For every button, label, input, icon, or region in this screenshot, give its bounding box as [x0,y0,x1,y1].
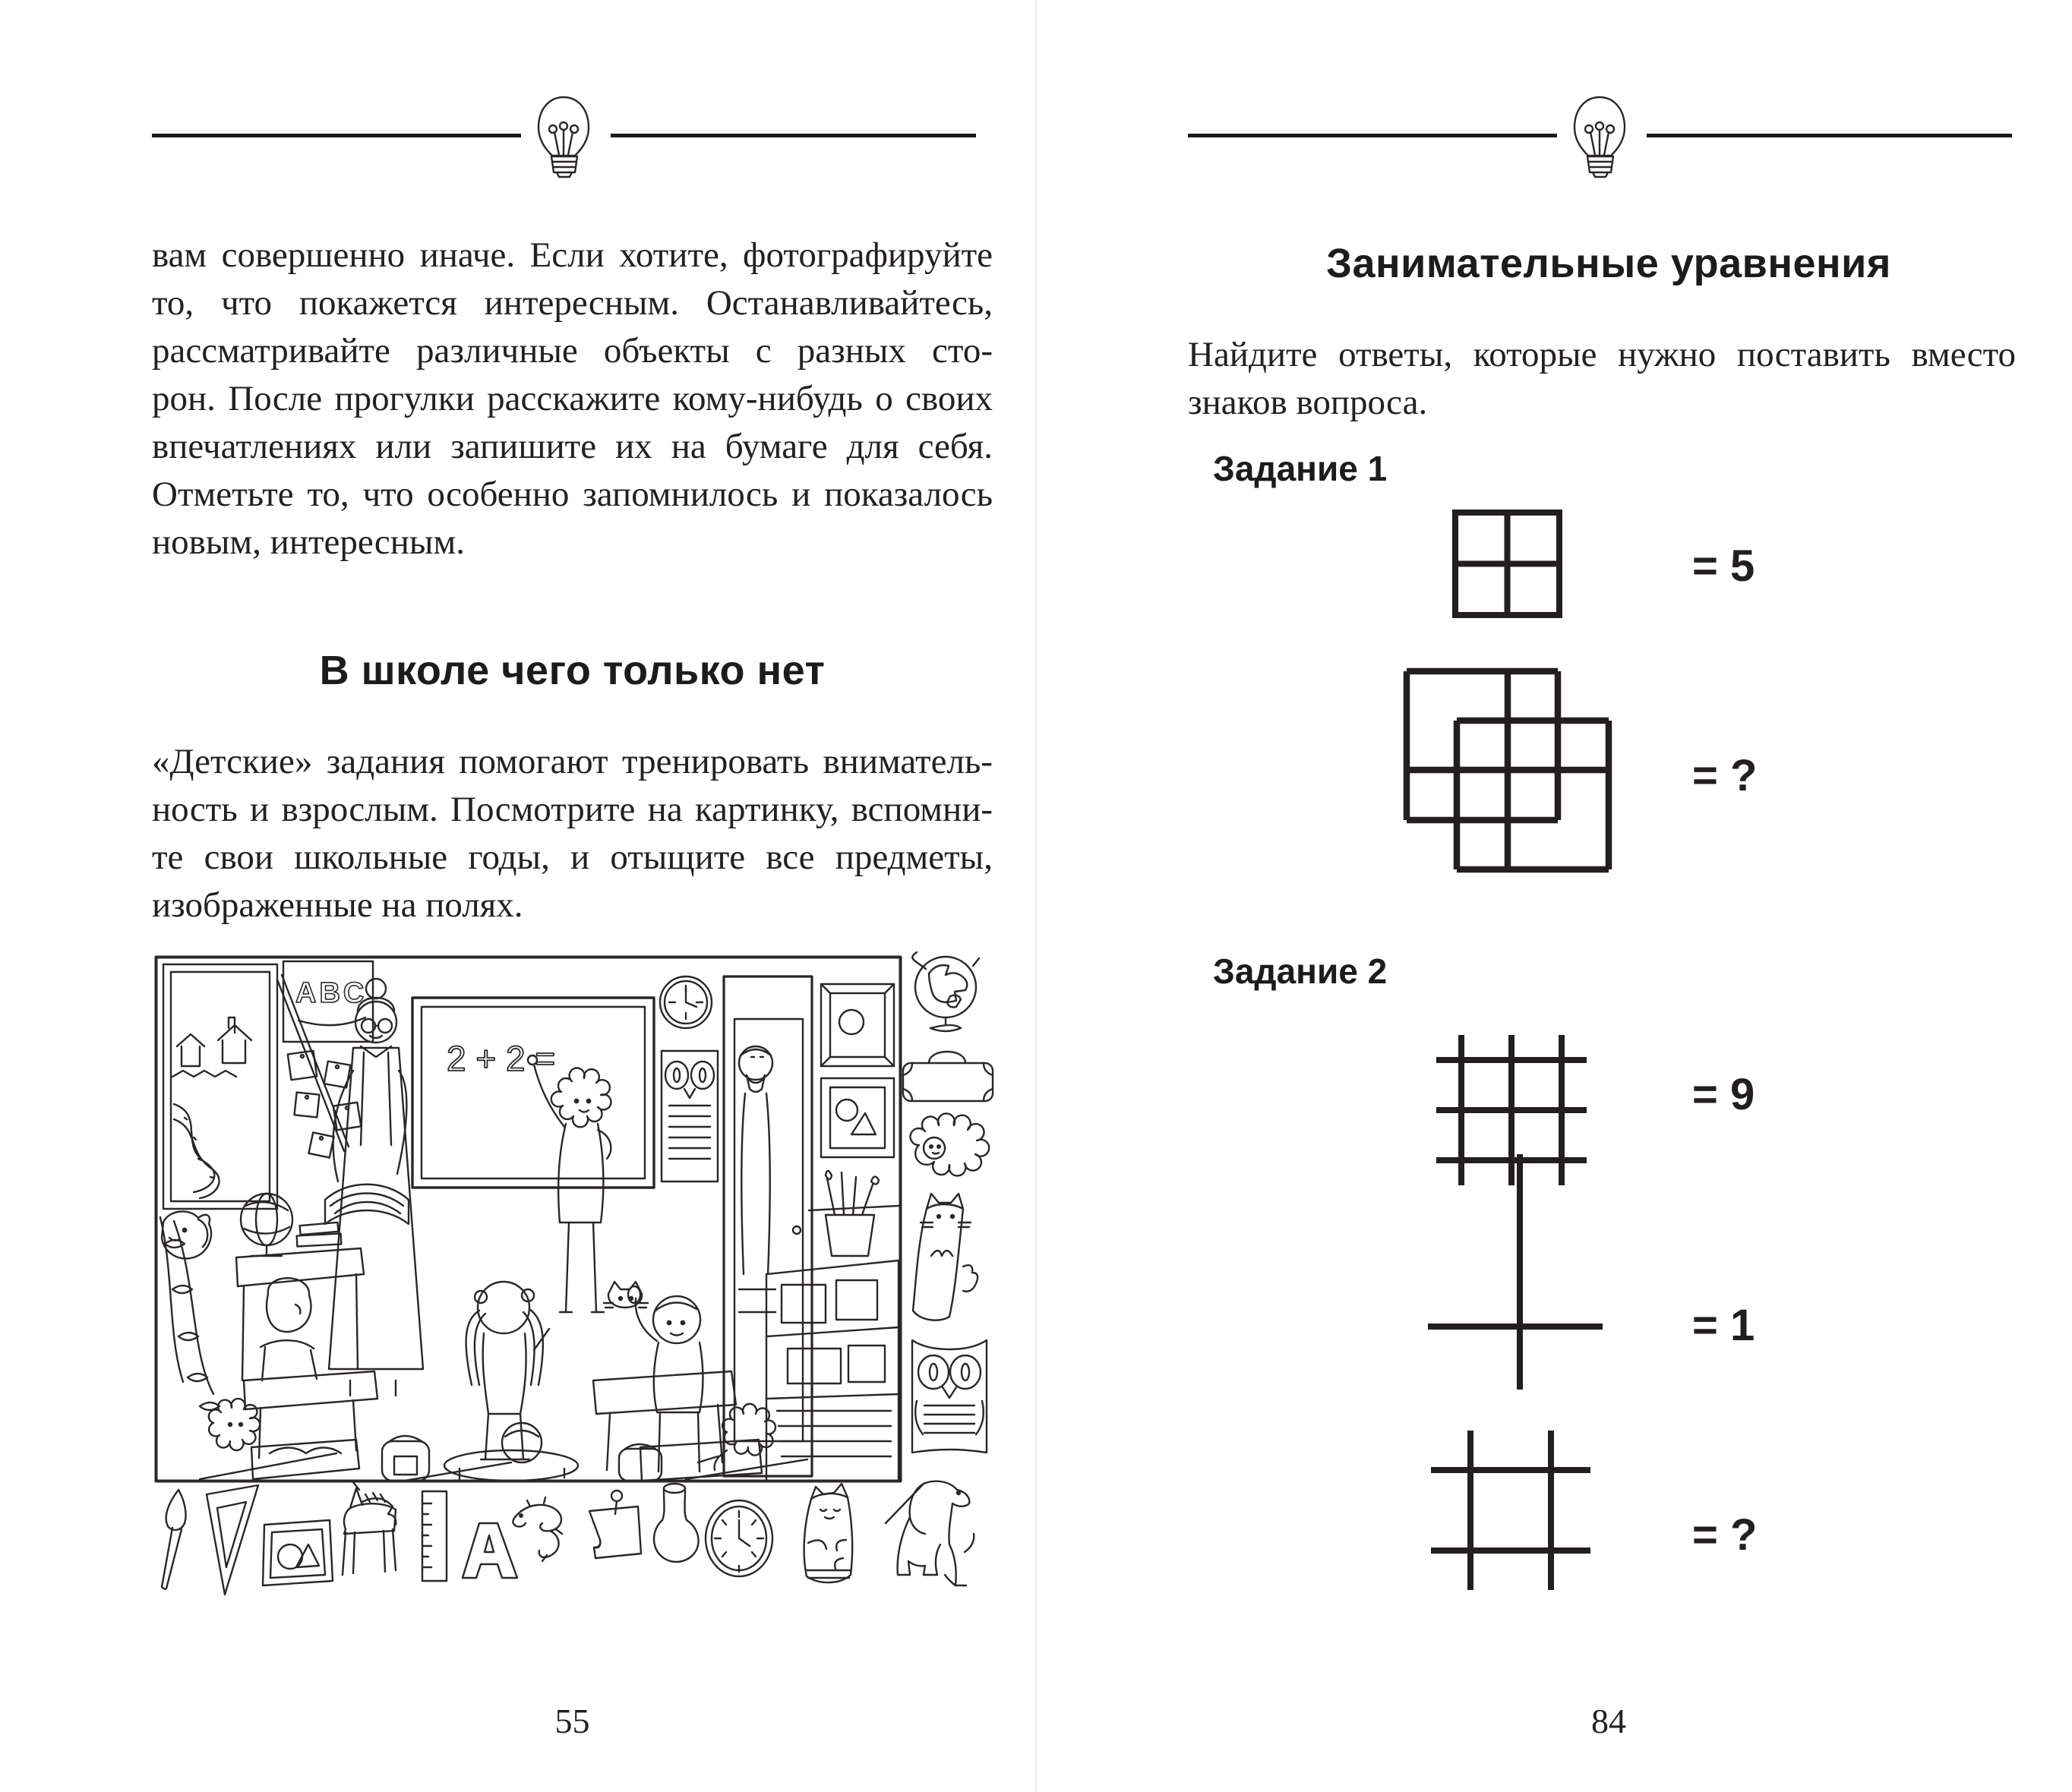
margin-standing-cat-icon [910,1183,980,1326]
bottom-set-square-icon [199,1482,266,1598]
page-title: Занимательные уравнения [1326,241,1891,286]
bottom-dog-icon [880,1478,987,1590]
abc-poster-text: ABC [295,977,368,1009]
paragraph-line: знаков вопроса. [1188,383,1428,422]
bottom-ruler-icon [416,1488,453,1584]
margin-suitcase-icon [899,1042,999,1106]
header-rule-left [1188,134,1557,137]
paragraph-line: Отметьте то, что особенно запомнилось и показалось [152,475,993,514]
margin-globe-icon [900,951,990,1036]
intro-paragraph [1188,331,2016,427]
page-number-right: 84 [1591,1702,1626,1740]
window-icon [163,964,277,1209]
bottom-clock-icon [703,1497,775,1579]
task1-figure-overlapping-windows [1404,668,1612,872]
paragraph-line: рассматривайте различные объекты с разных сто- [152,331,993,371]
header-rule-right [1647,134,2012,137]
header-rule-left [152,134,521,137]
page-number-left: 55 [554,1702,590,1740]
paragraph-line: те свои школьные годы, и отыщите все предметы, [152,838,993,877]
pupil-at-board [528,1055,611,1312]
task-1-label: Задание 1 [1213,449,1388,488]
paragraph-1 [152,232,993,566]
paragraph-line: «Детские» задания помогают тренировать вниматель- [152,742,993,781]
teacher-figure [277,975,423,1396]
equation-value: = 1 [1692,1301,1755,1350]
paragraph-line: ность и взрослым. Посмотрите на картинку, вспомни- [152,790,993,829]
bottom-pinned-note-icon [579,1488,646,1563]
task1-figure-window [1452,510,1562,618]
globe-icon [241,1194,292,1256]
bottom-lizard-icon [507,1496,574,1566]
paragraph-2 [152,738,993,929]
margin-owl-icon [906,1333,993,1459]
task2-figure-grid-2x2 [1428,1428,1593,1593]
pencil-cup-icon [809,1171,899,1256]
equation-value: = 5 [1692,541,1755,591]
equation-value: = 9 [1692,1070,1755,1119]
paragraph-line: впечатлениях или запишите их на бумаге для себя. [152,427,993,466]
paragraph-line: то, что покажется интересным. Останавливайтесь, [152,283,993,323]
paragraph-line: новым, интересным. [152,522,465,562]
paragraph-line: рон. После прогулки расскажите кому-нибудь о своих [152,379,993,418]
bottom-paintbrush-icon [156,1487,203,1592]
illustration-frame [156,958,901,1481]
margin-sheep-icon [902,1115,987,1177]
section-heading: В школе чего только нет [319,648,826,693]
task-2-label: Задание 2 [1213,951,1388,991]
pupil-boy-curly-left [209,1399,359,1479]
paragraph-line: Найдите ответы, которые нужно поставить вместо [1188,335,2016,374]
bottom-flask-icon [647,1482,702,1567]
pupil-girl-pigtails [466,1282,549,1459]
front-center-pupil [444,1423,578,1481]
picture-frames-icon [821,984,894,1157]
blackboard-text: 2 + 2 = [447,1039,556,1078]
bottom-sleeping-cat-icon [798,1479,863,1589]
cat-peeking-icon [604,1282,648,1308]
plant-icon [160,1217,220,1410]
teacher-desk [236,1223,364,1380]
cabinet-shelves [766,1260,899,1479]
blackboard [412,998,654,1188]
lightbulb-icon [532,93,595,178]
pinned-notes-icon [288,1051,362,1158]
owl-poster-icon [662,1051,718,1182]
bottom-unicorn-icon [323,1479,408,1579]
task2-figure-cross [1424,1153,1606,1392]
paragraph-line: вам совершенно иначе. Если хотите, фотографируйте [152,235,993,275]
header-rule-right [611,134,976,137]
wall-clock-icon [660,976,712,1028]
equation-value: = ? [1692,1510,1758,1560]
lightbulb-icon [1568,93,1631,178]
paragraph-line: изображенные на полях. [152,885,523,925]
right-page [1036,0,2072,1792]
classroom-illustration [154,955,902,1483]
dog-head-icon [162,1211,211,1258]
door [724,976,812,1476]
equation-value: = ? [1692,751,1758,800]
man-in-doorway [739,1046,772,1080]
pupil-boy-raised-hand [593,1286,736,1472]
